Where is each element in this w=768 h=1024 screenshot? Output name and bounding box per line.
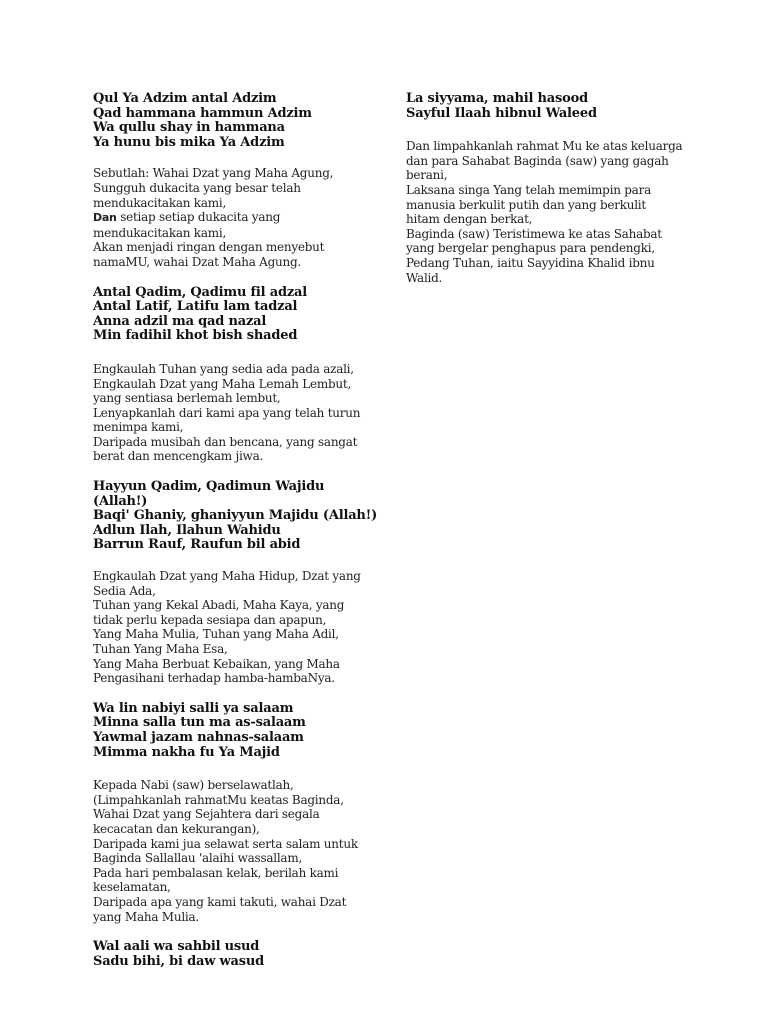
translation-line: yang bergelar penghapus para pendengki,: [406, 241, 655, 256]
translation-line: Tuhan yang Kekal Abadi, Maha Kaya, yang: [93, 598, 345, 613]
translation-line: Yang Maha Berbuat Kebaikan, yang Maha: [93, 656, 340, 671]
stanza-line: Wa qullu shay in hammana: [93, 120, 285, 136]
translation-line: Tuhan Yang Maha Esa,: [93, 642, 228, 656]
stanza-line: La siyyama, mahil hasood: [406, 91, 588, 106]
translation-4: [93, 778, 393, 924]
translation-line: kecacatan dan kekurangan),: [93, 821, 260, 836]
translation-2: [93, 362, 393, 464]
translation-1: [93, 166, 393, 269]
translation-line: Pada hari pembalasan kelak, berilah kami: [93, 865, 339, 880]
stanza-line: Antal Qadim, Qadimu fil adzal: [93, 284, 307, 300]
translation-line: Sedia Ada,: [93, 583, 156, 598]
translation-line: (Limpahkanlah rahmatMu keatas Baginda,: [93, 792, 344, 807]
stanza-line: Antal Latif, Latifu lam tadzal: [93, 299, 298, 315]
translation-line: keselamatan,: [93, 880, 171, 895]
stanza-line: (Allah!): [93, 493, 148, 509]
stanza-3: [93, 480, 393, 553]
translation-line: Daripada apa yang kami takuti, wahai Dzat: [93, 894, 347, 909]
translation-line: tidak perlu kepada sesiapa dan apapun,: [93, 612, 327, 627]
left-column: [93, 92, 393, 969]
stanza-line: Sadu bihi, bi daw wasud: [93, 953, 265, 969]
stanza-line: Ya hunu bis mika Ya Adzim: [93, 134, 285, 150]
stanza-line: Adlun Ilah, Ilahun Wahidu: [93, 522, 281, 538]
translation-3: [93, 569, 393, 686]
stanza-5: [93, 940, 393, 969]
stanza-line: Anna adzil ma qad nazal: [93, 313, 267, 329]
translation-line: Lenyapkanlah dari kami apa yang telah turun: [93, 405, 361, 420]
translation-line: Daripada musibah dan bencana, yang sangat: [93, 434, 358, 449]
translation-line: Engkaulah Dzat yang Maha Lemah Lembut,: [93, 376, 352, 391]
stanza-line: Qul Ya Adzim antal Adzim: [93, 91, 277, 106]
translation-line: Baginda (saw) Teristimewa ke atas Sahabat: [406, 226, 662, 241]
right-column: [406, 92, 706, 285]
translation-line: dan para Sahabat Baginda (saw) yang gagah: [406, 153, 669, 168]
stanza-line: Baqi' Ghaniy, ghaniyyun Majidu (Allah!): [93, 508, 378, 524]
stanza-line: Sayful Ilaah hibnul Waleed: [406, 105, 597, 121]
stanza-2: [93, 286, 393, 344]
translation-line: menimpa kami,: [93, 420, 184, 435]
translation-line: namaMU, wahai Dzat Maha Agung.: [93, 254, 301, 269]
translation-line: yang sentiasa berlemah lembut,: [93, 391, 281, 406]
translation-line: Laksana singa Yang telah memimpin para: [406, 182, 651, 197]
stanza-1: [93, 92, 393, 150]
translation-line: Kepada Nabi (saw) berselawatlah,: [93, 778, 294, 793]
stanza-line: Mimma nakha fu Ya Majid: [93, 744, 280, 760]
translation-line: hitam dengan berkat,: [406, 212, 533, 227]
translation-line: Baginda Sallallau 'alaihi wassallam,: [93, 851, 303, 866]
translation-line: Pedang Tuhan, iaitu Sayyidina Khalid ibnu: [406, 255, 655, 270]
translation-line: Sungguh dukacita yang besar telah: [93, 180, 301, 195]
stanza-line: Min fadihil khot bish shaded: [93, 328, 298, 344]
stanza-line: Barrun Rauf, Raufun bil abid: [93, 537, 301, 553]
translation-line: berani,: [406, 168, 448, 183]
stanza-line: Minna salla tun ma as-salaam: [93, 715, 306, 731]
translation-line: manusia berkulit putih dan yang berkulit: [406, 197, 646, 212]
dan-word: Dan: [93, 211, 117, 225]
translation-line: mendukacitakan kami,: [93, 225, 227, 240]
stanza-line: Wa lin nabiyi salli ya salaam: [93, 700, 294, 716]
translation-line: Akan menjadi ringan dengan menyebut: [93, 240, 325, 255]
translation-line: Yang Maha Mulia, Tuhan yang Maha Adil,: [93, 627, 339, 642]
translation-line: mendukacitakan kami,: [93, 195, 227, 210]
translation-line: Engkaulah Tuhan yang sedia ada pada azali,: [93, 361, 354, 376]
stanza-4: [93, 702, 393, 760]
stanza-line: Hayyun Qadim, Qadimun Wajidu: [93, 479, 325, 495]
translation-6: [406, 139, 706, 285]
translation-line-rest: setiap setiap dukacita yang: [120, 210, 281, 225]
translation-line: berat dan mencengkam jiwa.: [93, 449, 264, 464]
translation-line: Walid.: [406, 270, 443, 285]
stanza-line: Qad hammana hammun Adzim: [93, 105, 312, 121]
translation-line: Dan limpahkanlah rahmat Mu ke atas keluarga: [406, 139, 683, 154]
translation-line: Sebutlah: Wahai Dzat yang Maha Agung,: [93, 166, 334, 181]
stanza-line: Yawmal jazam nahnas-salaam: [93, 729, 304, 745]
translation-line-dan: [93, 210, 393, 226]
translation-line: Engkaulah Dzat yang Maha Hidup, Dzat yang: [93, 569, 361, 584]
translation-line: yang Maha Mulia.: [93, 909, 199, 924]
stanza-line: Wal aali wa sahbil usud: [93, 939, 260, 955]
translation-line: Wahai Dzat yang Sejahtera dari segala: [93, 807, 320, 822]
stanza-6: [406, 92, 706, 121]
translation-line: Daripada kami jua selawat serta salam untuk: [93, 836, 358, 851]
translation-line: Pengasihani terhadap hamba-hambaNya.: [93, 671, 335, 686]
